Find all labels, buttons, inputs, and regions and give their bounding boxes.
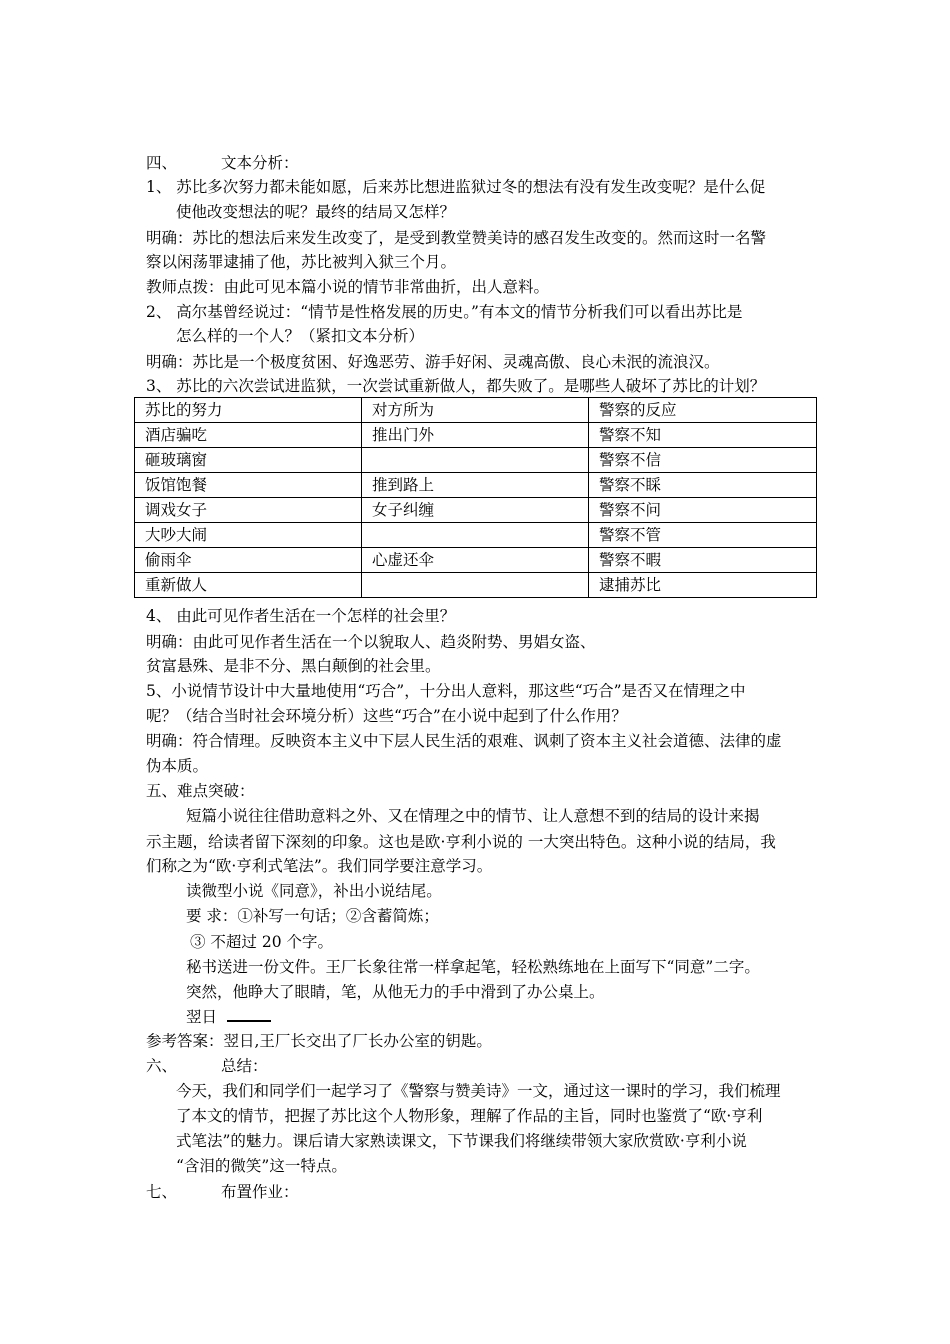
table-cell: 警察不睬 (589, 473, 817, 498)
question-4: 4、 由此可见作者生活在一个怎样的社会里？ (146, 607, 456, 625)
section-4-number: 四、 (146, 154, 178, 172)
section-6-number: 六、 (146, 1057, 178, 1075)
table-row (135, 423, 817, 448)
requirement-3: ③ 不超过 20 个字。 (190, 933, 334, 951)
answer-1-line-1: 明确：苏比的想法后来发生改变了，是受到教堂赞美诗的感召发生改变的。然而这时一名警 (146, 229, 767, 247)
question-2-continued: 怎么样的一个人？（紧扣文本分析） (176, 327, 425, 345)
reference-answer: 参考答案：翌日,王厂长交出了厂长办公室的钥匙。 (146, 1032, 492, 1050)
table-row (135, 523, 817, 548)
table-row (135, 548, 817, 573)
section-6-heading (146, 1056, 826, 1076)
section-4-heading (146, 153, 826, 173)
table-row (135, 448, 817, 473)
section-7-title: 布置作业： (221, 1183, 299, 1201)
answer-4-line-1: 明确：由此可见作者生活在一个以貌取人、趋炎附势、男娼女盗、 (146, 633, 596, 651)
section-4-title: 文本分析： (221, 154, 299, 172)
table-cell: 砸玻璃窗 (135, 448, 362, 473)
story-line-3 (186, 1006, 866, 1027)
table-row (135, 473, 817, 498)
table-header-cell: 警察的反应 (589, 398, 817, 423)
question-5-line-1: 5、小说情节设计中大量地使用“巧合”，十分出人意料，那这些“巧合”是否又在情理之中 (146, 682, 746, 700)
table-cell: 警察不信 (589, 448, 817, 473)
table-cell: 女子纠缠 (362, 498, 589, 523)
table-cell: 大吵大闹 (135, 523, 362, 548)
answer-4-line-2: 贫富悬殊、是非不分、黑白颠倒的社会里。 (146, 657, 441, 675)
table-cell (362, 573, 589, 598)
answer-5-line-2: 伪本质。 (146, 757, 209, 775)
question-1-continued: 使他改变想法的呢？最终的结局又怎样？ (176, 203, 456, 221)
reading-instruction: 读微型小说《同意》，补出小说结尾。 (186, 882, 442, 900)
table-cell: 逮捕苏比 (589, 573, 817, 598)
requirements: 要 求：①补写一句话；②含蓄简炼； (186, 907, 439, 925)
table-row (135, 498, 817, 523)
question-5-line-2: 呢？（结合当时社会环境分析）这些“巧合”在小说中起到了什么作用？ (146, 707, 627, 725)
section-5-heading: 五、难点突破： (146, 782, 255, 800)
section-7-heading (146, 1182, 826, 1202)
table-cell: 酒店骗吃 (135, 423, 362, 448)
next-day-text: 翌日 (186, 1008, 218, 1026)
table-cell: 调戏女子 (135, 498, 362, 523)
table-cell: 警察不管 (589, 523, 817, 548)
table-cell: 心虚还伞 (362, 548, 589, 573)
table-cell: 重新做人 (135, 573, 362, 598)
section-5-paragraph-line-2: 示主题，给读者留下深刻的印象。这也是欧·亨利小说的 一大突出特色。这种小说的结局，我 (146, 833, 776, 851)
table-header-cell: 苏比的努力 (135, 398, 362, 423)
question-1: 1、 苏比多次努力都未能如愿，后来苏比想进监狱过冬的想法有没有发生改变呢？是什么促 (146, 178, 766, 196)
table-cell: 警察不问 (589, 498, 817, 523)
answer-1-line-2: 察以闲荡罪逮捕了他，苏比被判入狱三个月。 (146, 253, 457, 271)
summary-line-4: “含泪的微笑”这一特点。 (176, 1157, 347, 1175)
teacher-tip: 教师点拨：由此可见本篇小说的情节非常曲折，出人意料。 (146, 278, 550, 296)
table-cell: 警察不知 (589, 423, 817, 448)
summary-line-3: 式笔法”的魅力。课后请大家熟读课文，下节课我们将继续带领大家欣赏欧·亨利小说 (176, 1132, 747, 1150)
section-5-paragraph-line-1: 短篇小说往往借助意料之外、又在情理之中的情节、让人意想不到的结局的设计来揭 (186, 807, 760, 825)
story-line-2: 突然，他睁大了眼睛，笔，从他无力的手中滑到了办公桌上。 (186, 983, 605, 1001)
question-2: 2、 高尔基曾经说过：“情节是性格发展的历史。”有本文的情节分析我们可以看出苏比是 (146, 303, 743, 321)
section-7-number: 七、 (146, 1183, 178, 1201)
table-cell: 偷雨伞 (135, 548, 362, 573)
answer-5-line-1: 明确：符合情理。反映资本主义中下层人民生活的艰难、讽刺了资本主义社会道德、法律的虚 (146, 732, 782, 750)
table-cell (362, 523, 589, 548)
attempts-table (134, 397, 817, 598)
fill-in-blank (227, 1006, 271, 1022)
answer-2: 明确：苏比是一个极度贫困、好逸恶劳、游手好闲、灵魂高傲、良心未泯的流浪汉。 (146, 353, 720, 371)
table-row (135, 573, 817, 598)
summary-line-1: 今天，我们和同学们一起学习了《警察与赞美诗》一文，通过这一课时的学习，我们梳理 (176, 1082, 781, 1100)
section-6-title: 总结： (221, 1057, 268, 1075)
table-header-row (135, 398, 817, 423)
table-header-cell: 对方所为 (362, 398, 589, 423)
story-line-1: 秘书送进一份文件。王厂长象往常一样拿起笔，轻松熟练地在上面写下“同意”二字。 (186, 958, 760, 976)
table-cell: 推到路上 (362, 473, 589, 498)
question-3: 3、 苏比的六次尝试进监狱，一次尝试重新做人，都失败了。是哪些人破坏了苏比的计划？ (146, 377, 766, 395)
table-cell (362, 448, 589, 473)
section-5-paragraph-line-3: 们称之为“欧·亨利式笔法”。我们同学要注意学习。 (146, 857, 493, 875)
table-cell: 饭馆饱餐 (135, 473, 362, 498)
summary-line-2: 了本文的情节，把握了苏比这个人物形象，理解了作品的主旨，同时也鉴赏了“欧·亨利 (176, 1107, 763, 1125)
table-cell: 推出门外 (362, 423, 589, 448)
table-cell: 警察不暇 (589, 548, 817, 573)
